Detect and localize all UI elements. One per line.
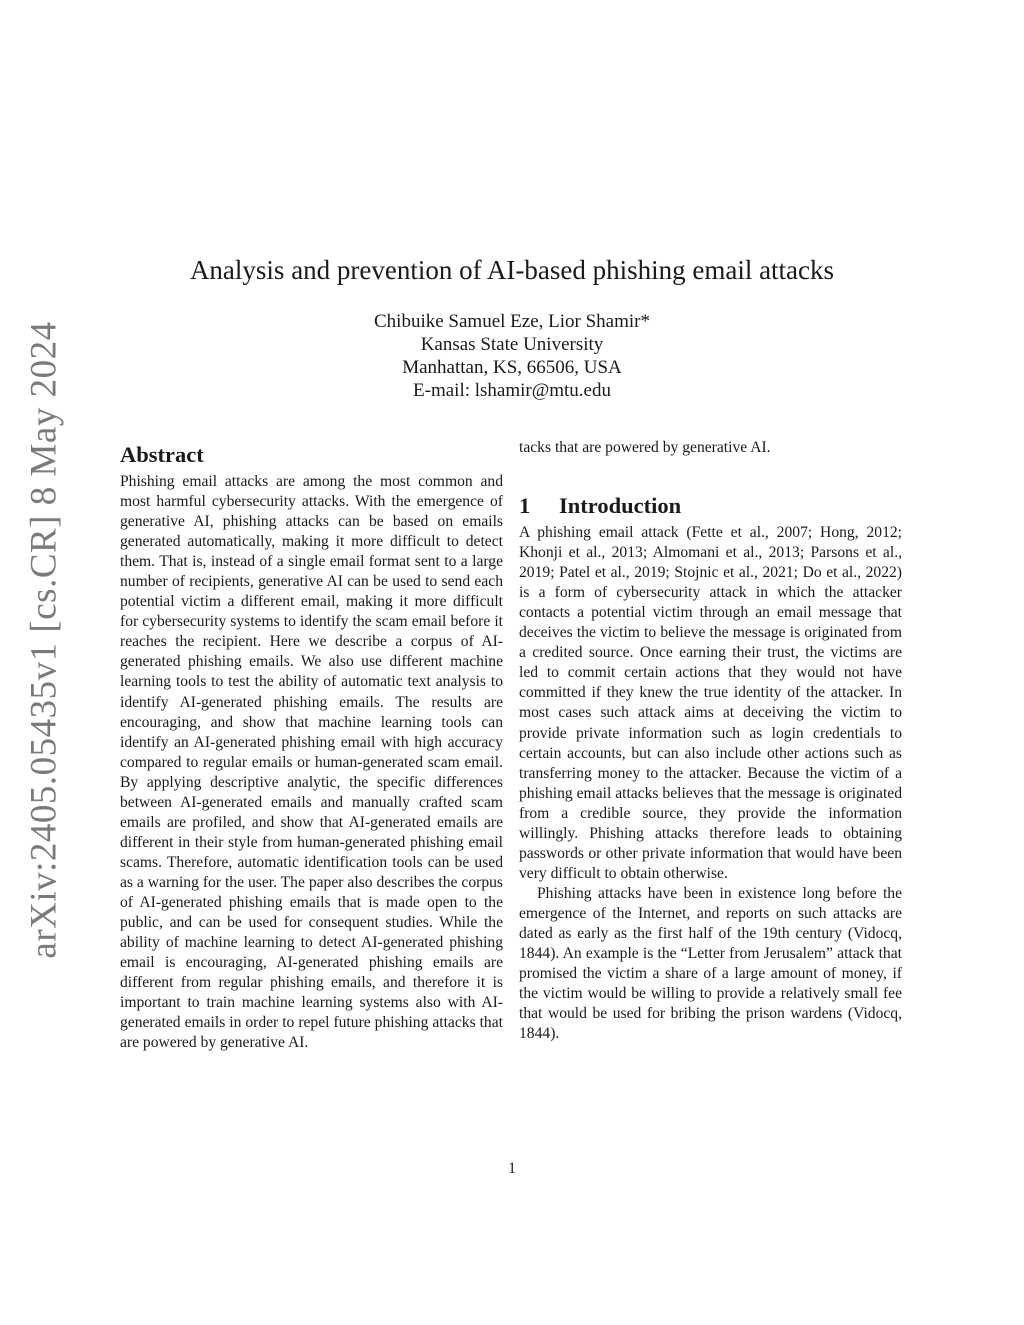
author-block [0,310,1024,402]
introduction-paragraph-1: A phishing email attack (Fette et al., 2007; Hong, 2012; Khonji et al., 2013; Almomani et al., 2013; Parsons et al., 2019; Patel et al., 2019; Stojnic et al., 2021; Do et al., 2022) is a form of cybersecurity attack in which the attacker contacts a potential victim through an email message that deceives the victim to believe the message is originated from a credited source. Once earning their trust, the victims are led to commit certain actions that they would not have committed if they knew the true identity of the attacker. In most cases such attack aims at deceiving the victim to provide private information such as login credentials to certain accounts, but can also include other actions such as transferring money to the attacker. Because the victim of a phishing email attacks believes that the message is originated from a credible source, they provide the information willingly. Phishing attacks therefore leads to obtaining passwords or other private information that would have been very difficult to obtain otherwise. [519,524,902,882]
author-address: Manhattan, KS, 66506, USA [402,357,622,378]
author-affiliation: Kansas State University [420,334,604,355]
abstract-continuation: tacks that are powered by generative AI. [519,439,771,456]
paper-title: Analysis and prevention of AI-based phishing email attacks [189,255,835,285]
right-column [519,438,902,1044]
section-title: Introduction [559,493,682,519]
abstract-text: Phishing email attacks are among the most common and most harmful cybersecurity attacks. With the emergence of generative AI, phishing attacks can be based on emails generated automatically, making it more difficult to detect them. That is, instead of a single email format sent to a large number of recipients, generative AI can be used to send each potential victim a different email, making it more difficult for cybersecurity systems to identify the scam email before it reaches the recipient. Here we describe a corpus of AI-generated phishing emails. We also use different machine learning tools to test the ability of automatic text analysis to identify AI-generated phishing emails. The results are encouraging, and show that machine learning tools can identify an AI-generated phishing email with high accuracy compared to regular emails or human-generated scam email. By applying descriptive analytic, the specific differences between AI-generated emails and manually crafted scam emails are profiled, and show that AI-generated emails are different in their style from human-generated phishing email scams. Therefore, automatic identification tools can be used as a warning for the user. The paper also describes the corpus of AI-generated phishing emails that is made open to the public, and can be used for consequent studies. While the ability of machine learning to detect AI-generated phishing email is encouraging, AI-generated phishing emails are different from regular phishing emails, and therefore it is important to train machine learning systems also with AI-generated emails in order to repel future phishing attacks that are powered by generative AI. [120,473,503,1052]
section-heading-introduction [519,489,902,523]
section-number: 1 [519,493,531,519]
page-number: 1 [508,1160,516,1177]
arxiv-identifier[interactable]: arXiv:2405.05435v1 [cs.CR] 8 May 2024 [23,321,65,959]
author-names: Chibuike Samuel Eze, Lior Shamir* [374,311,650,332]
left-column [120,438,503,1053]
abstract-heading: Abstract [120,442,204,467]
introduction-paragraph-2: Phishing attacks have been in existence long before the emergence of the Internet, and reports on such attacks are dated as early as the first half of the 19th century (Vidocq, 1844). An example is the “Letter from Jerusalem” attack that promised the victim a share of a large amount of money, if the victim would be willing to provide a relatively small fee that would be used for bribing the prison wardens (Vidocq, 1844). [519,884,902,1043]
author-email[interactable]: E-mail: lshamir@mtu.edu [413,380,611,401]
